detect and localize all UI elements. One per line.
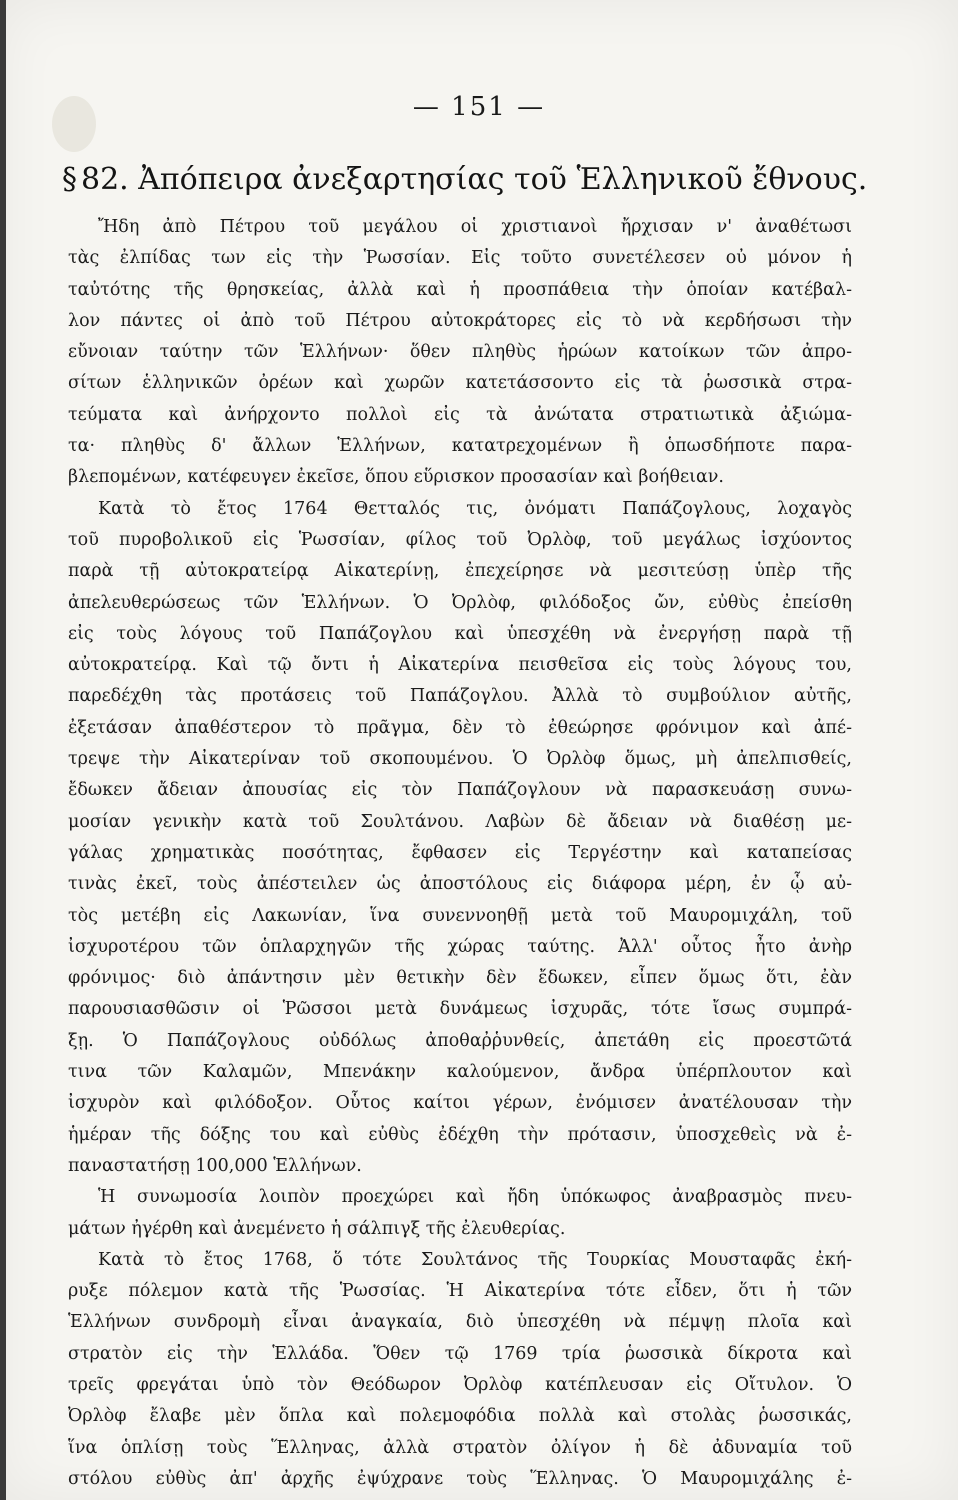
page-left-edge	[0, 0, 6, 1500]
text-line: τοῦ πυροβολικοῦ εἰς Ῥωσσίαν, φίλος τοῦ Ὀρλὸφ, τοῦ μεγάλως ἰσχύοντος	[68, 529, 852, 550]
text-line: γάλας χρηματικὰς ποσότητας, ἔφθασεν εἰς Τεργέστην καὶ καταπείσας	[68, 842, 852, 863]
text-line: Ἡ συνωμοσία λοιπὸν προεχώρει καὶ ἤδη ὑπόκωφος ἀναβρασμὸς πνευ-	[98, 1187, 852, 1208]
text-line: τὸς μετέβη εἰς Λακωνίαν, ἵνα συνεννοηθῇ μετὰ τοῦ Μαυρομιχάλη, τοῦ	[68, 905, 852, 926]
text-line: ἰσχυρὸν καὶ φιλόδοξον. Οὗτος καίτοι γέρων, ἐνόμισεν ἀνατέλουσαν τὴν	[68, 1093, 852, 1114]
text-line: στόλου εὐθὺς ἀπ' ἀρχῆς ἐψύχρανε τοὺς Ἕλληνας. Ὁ Μαυρομιχάλης ἐ-	[68, 1468, 852, 1489]
text-line: ἰσχυροτέρου τῶν ὁπλαρχηγῶν τῆς χώρας ταύτης. Ἀλλ' οὗτος ἦτο ἀνὴρ	[68, 936, 852, 957]
section-title: 82. Ἀπόπειρα ἀνεξαρτησίας τοῦ Ἑλληνικοῦ ἔθνους.	[81, 162, 868, 197]
text-line: μοσίαν γενικὴν κατὰ τοῦ Σουλτάνου. Λαβὼν δὲ ἄδειαν νὰ διαθέσῃ με-	[68, 811, 852, 832]
text-line: Ὀρλὸφ ἔλαβε μὲν ὅπλα καὶ πολεμοφόδια πολλὰ καὶ στολὰς ῥωσσικάς,	[68, 1406, 852, 1427]
text-line: λον πάντες οἱ ἀπὸ τοῦ Πέτρου αὐτοκράτορες εἰς τὸ νὰ κερδήσωσι τὴν	[68, 310, 852, 331]
text-line: ἀπελευθερώσεως τῶν Ἑλλήνων. Ὁ Ὀρλὸφ, φιλόδοξος ὤν, εὐθὺς ἐπείσθη	[68, 592, 852, 613]
text-line: τὰς ἐλπίδας των εἰς τὴν Ῥωσσίαν. Εἰς τοῦτο συνετέλεσεν οὐ μόνον ἡ	[68, 248, 852, 269]
text-line: τρεῖς φρεγάται ὑπὸ τὸν Θεόδωρον Ὀρλὸφ κατέπλευσαν εἰς Οἴτυλον. Ὁ	[68, 1374, 852, 1395]
text-line: Κατὰ τὸ ἔτος 1764 Θετταλός τις, ὀνόματι Παπάζογλους, λοχαγὸς	[98, 498, 852, 519]
text-line: ρυξε πόλεμον κατὰ τῆς Ῥωσσίας. Ἡ Αἰκατερίνα τότε εἶδεν, ὅτι ἡ τῶν	[68, 1281, 852, 1302]
text-line: ἐξετάσαν ἀπαθέστερον τὸ πρᾶγμα, δὲν τὸ ἐθεώρησε φρόνιμον καὶ ἀπέ-	[68, 717, 852, 738]
text-line: ἔδωκεν ἄδειαν ἀπουσίας εἰς τὸν Παπάζογλουν νὰ παρασκευάσῃ συνω-	[68, 780, 852, 801]
text-line: στρατὸν εἰς τὴν Ἑλλάδα. Ὅθεν τῷ 1769 τρία ῥωσσικὰ δίκροτα καὶ	[68, 1343, 852, 1364]
text-line: ἡμέραν τῆς δόξης του καὶ εὐθὺς ἐδέχθη τὴν πρότασιν, ὑποσχεθεὶς νὰ ἐ-	[68, 1124, 852, 1145]
text-line: μάτων ἠγέρθη καὶ ἀνεμένετο ἡ σάλπιγξ τῆς ἐλευθερίας.	[68, 1218, 566, 1239]
text-line: παρὰ τῇ αὐτοκρατείρᾳ Αἰκατερίνῃ, ἐπεχείρησε νὰ μεσιτεύσῃ ὑπὲρ τῆς	[68, 561, 852, 582]
text-line: παναστατήσῃ 100,000 Ἑλλήνων.	[68, 1155, 362, 1176]
section-sign: §	[62, 162, 77, 197]
text-line: ξῃ. Ὁ Παπάζογλους οὐδόλως ἀποθαῤῥυνθείς, ἀπετάθη εἰς προεστῶτά	[68, 1030, 852, 1051]
text-line: Ἤδη ἀπὸ Πέτρου τοῦ μεγάλου οἱ χριστιανοὶ ἤρχισαν ν' ἀναθέτωσι	[98, 217, 852, 237]
text-line: εὔνοιαν ταύτην τῶν Ἑλλήνων· ὅθεν πληθὺς ἡρώων κατοίκων τῶν ἀπρο-	[68, 342, 852, 363]
text-line: σίτων ἑλληνικῶν ὀρέων καὶ χωρῶν κατετάσσοντο εἰς τὰ ῥωσσικὰ στρα-	[68, 373, 852, 394]
text-line: τεύματα καὶ ἀνήρχοντο πολλοὶ εἰς τὰ ἀνώτατα στρατιωτικὰ ἀξιώμα-	[68, 404, 852, 425]
text-line: τρεψε τὴν Αἰκατερίναν τοῦ σκοπουμένου. Ὁ Ὀρλὸφ ὅμως, μὴ ἀπελπισθείς,	[68, 749, 852, 770]
text-line: αὐτοκρατείρᾳ. Καὶ τῷ ὄντι ἡ Αἰκατερίνα πεισθεῖσα εἰς τοὺς λόγους του,	[68, 655, 852, 676]
text-line: ταὐτότης τῆς θρησκείας, ἀλλὰ καὶ ἡ προσπάθεια τὴν ὁποίαν κατέβαλ-	[68, 279, 852, 300]
text-line: Κατὰ τὸ ἔτος 1768, ὅ τότε Σουλτάνος τῆς Τουρκίας Μουσταφᾶς ἐκή-	[98, 1249, 852, 1270]
text-line: τινα τῶν Καλαμῶν, Μπενάκην καλούμενον, ἄνδρα ὑπέρπλουτον καὶ	[68, 1062, 852, 1083]
text-line: φρόνιμος· διὸ ἀπάντησιν μὲν θετικὴν δὲν ἔδωκεν, εἶπεν ὅμως ὅτι, ἐὰν	[68, 968, 852, 989]
section-heading	[62, 162, 902, 197]
text-line: τα· πληθὺς δ' ἄλλων Ἑλλήνων, κατατρεχομένων ἢ ὁπωσδήποτε παρα-	[68, 436, 852, 457]
page-number: — 151 —	[412, 92, 546, 122]
text-line: τινὰς ἐκεῖ, τοὺς ἀπέστειλεν ὡς ἀποστόλους εἰς διάφορα μέρη, ἐν ᾧ αὐ-	[68, 874, 852, 895]
text-line: παρεδέχθη τὰς προτάσεις τοῦ Παπάζογλου. Ἀλλὰ τὸ συμβούλιον αὐτῆς,	[68, 686, 852, 707]
text-line: εἰς τοὺς λόγους τοῦ Παπάζογλου καὶ ὑπεσχέθη νὰ ἐνεργήσῃ παρὰ τῇ	[68, 623, 852, 644]
text-line: Ἑλλήνων συνδρομὴ εἶναι ἀναγκαία, διὸ ὑπεσχέθη νὰ πέμψῃ πλοῖα καὶ	[68, 1312, 852, 1333]
text-line: ἵνα ὁπλίσῃ τοὺς Ἕλληνας, ἀλλὰ στρατὸν ὀλίγον ἡ δὲ ἀδυναμία τοῦ	[68, 1437, 852, 1458]
body-text	[68, 212, 852, 1495]
text-line: παρουσιασθῶσιν οἱ Ῥῶσσοι μετὰ δυνάμεως ἰσχυρᾶς, τότε ἴσως συμπρά-	[68, 999, 852, 1020]
text-line: βλεπομένων, κατέφευγεν ἐκεῖσε, ὅπου εὕρισκον προσασίαν καὶ βοήθειαν.	[68, 467, 724, 488]
